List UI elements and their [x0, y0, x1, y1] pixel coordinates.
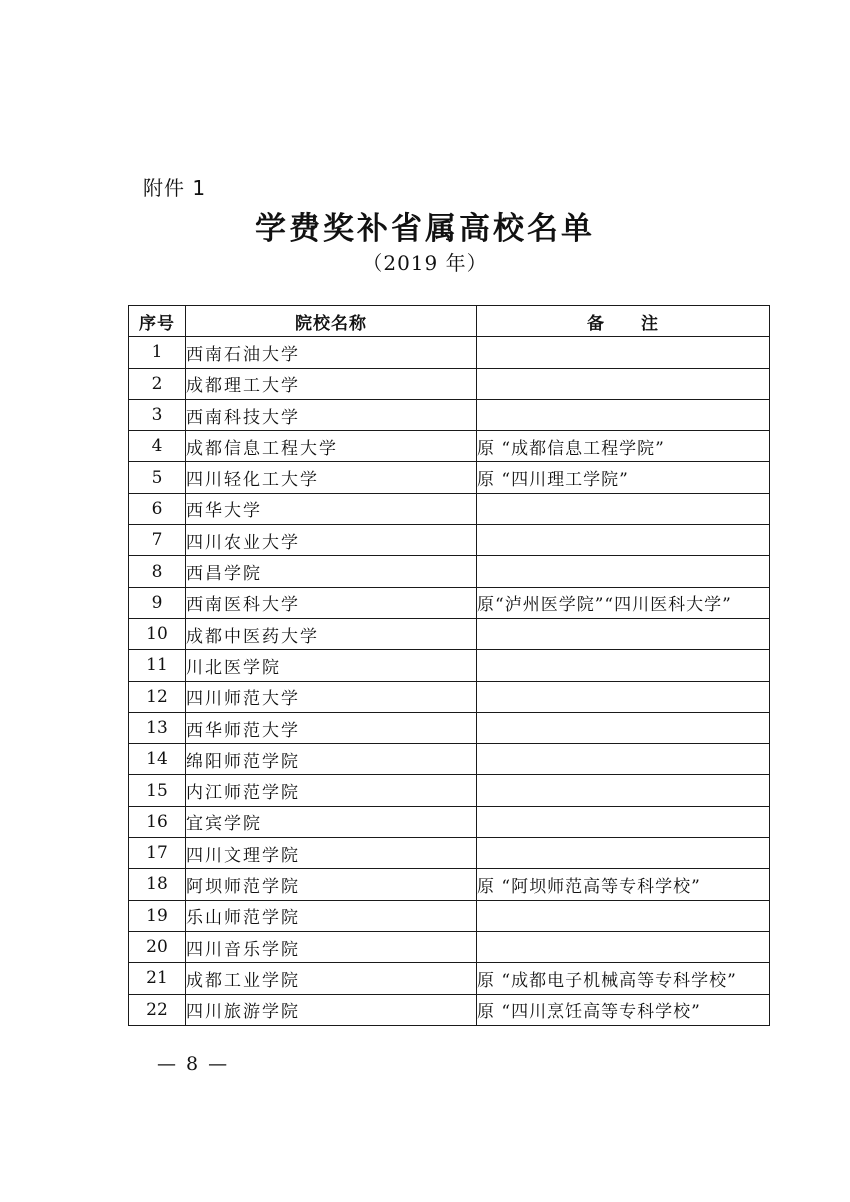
row-seq: 17 — [129, 838, 186, 869]
table-row — [129, 994, 770, 1025]
row-seq: 3 — [129, 399, 186, 430]
table-row — [129, 931, 770, 962]
table-row — [129, 963, 770, 994]
row-name: 西华大学 — [186, 493, 477, 524]
table-row — [129, 618, 770, 649]
row-seq: 18 — [129, 869, 186, 900]
row-name: 阿坝师范学院 — [186, 869, 477, 900]
row-seq: 21 — [129, 963, 186, 994]
table-row — [129, 681, 770, 712]
table-row — [129, 431, 770, 462]
row-seq: 13 — [129, 712, 186, 743]
row-note — [477, 399, 770, 430]
row-note — [477, 775, 770, 806]
table-body — [129, 337, 770, 1026]
row-name: 四川师范大学 — [186, 681, 477, 712]
university-table — [128, 305, 770, 1026]
header-name: 院校名称 — [186, 306, 477, 337]
row-seq: 14 — [129, 744, 186, 775]
row-seq: 6 — [129, 493, 186, 524]
row-name: 成都理工大学 — [186, 368, 477, 399]
row-seq: 5 — [129, 462, 186, 493]
row-note — [477, 368, 770, 399]
row-note: 原 “四川理工学院” — [477, 462, 770, 493]
row-name: 四川音乐学院 — [186, 931, 477, 962]
row-seq: 8 — [129, 556, 186, 587]
table-row — [129, 587, 770, 618]
row-seq: 4 — [129, 431, 186, 462]
row-note — [477, 838, 770, 869]
row-note — [477, 806, 770, 837]
row-note: 原“泸州医学院”“四川医科大学” — [477, 587, 770, 618]
row-name: 四川轻化工大学 — [186, 462, 477, 493]
row-note — [477, 744, 770, 775]
row-note — [477, 650, 770, 681]
row-note — [477, 618, 770, 649]
row-seq: 19 — [129, 900, 186, 931]
row-seq: 22 — [129, 994, 186, 1025]
table-row — [129, 712, 770, 743]
table-row — [129, 556, 770, 587]
row-seq: 2 — [129, 368, 186, 399]
row-note — [477, 556, 770, 587]
table-row — [129, 838, 770, 869]
row-seq: 7 — [129, 525, 186, 556]
row-note — [477, 493, 770, 524]
row-name: 乐山师范学院 — [186, 900, 477, 931]
row-note — [477, 525, 770, 556]
row-seq: 15 — [129, 775, 186, 806]
row-name: 成都中医药大学 — [186, 618, 477, 649]
row-name: 内江师范学院 — [186, 775, 477, 806]
table-header-row — [129, 306, 770, 337]
row-name: 川北医学院 — [186, 650, 477, 681]
row-name: 西南科技大学 — [186, 399, 477, 430]
row-note: 原 “四川烹饪高等专科学校” — [477, 994, 770, 1025]
table-row — [129, 525, 770, 556]
table-row — [129, 775, 770, 806]
row-name: 成都信息工程大学 — [186, 431, 477, 462]
row-name: 西南石油大学 — [186, 337, 477, 368]
document-subtitle: （2019 年） — [362, 251, 488, 275]
table-row — [129, 493, 770, 524]
header-seq: 序号 — [129, 306, 186, 337]
row-note — [477, 681, 770, 712]
row-note: 原 “成都电子机械高等专科学校” — [477, 963, 770, 994]
table-row — [129, 744, 770, 775]
row-name: 西昌学院 — [186, 556, 477, 587]
row-name: 绵阳师范学院 — [186, 744, 477, 775]
row-note — [477, 900, 770, 931]
table-row — [129, 900, 770, 931]
row-note — [477, 337, 770, 368]
row-seq: 16 — [129, 806, 186, 837]
row-note — [477, 712, 770, 743]
row-name: 四川农业大学 — [186, 525, 477, 556]
row-seq: 1 — [129, 337, 186, 368]
row-seq: 9 — [129, 587, 186, 618]
row-seq: 12 — [129, 681, 186, 712]
attachment-label: 附件 1 — [143, 176, 207, 200]
table-row — [129, 337, 770, 368]
row-note: 原 “阿坝师范高等专科学校” — [477, 869, 770, 900]
row-name: 成都工业学院 — [186, 963, 477, 994]
table-row — [129, 650, 770, 681]
page-number: — 8 — — [157, 1053, 230, 1075]
row-name: 西南医科大学 — [186, 587, 477, 618]
header-note: 备 注 — [477, 306, 770, 337]
row-note — [477, 931, 770, 962]
table-row — [129, 399, 770, 430]
table-row — [129, 806, 770, 837]
row-seq: 10 — [129, 618, 186, 649]
row-seq: 11 — [129, 650, 186, 681]
row-seq: 20 — [129, 931, 186, 962]
row-name: 四川文理学院 — [186, 838, 477, 869]
row-name: 四川旅游学院 — [186, 994, 477, 1025]
table-row — [129, 462, 770, 493]
table-row — [129, 869, 770, 900]
row-name: 宜宾学院 — [186, 806, 477, 837]
table-row — [129, 368, 770, 399]
row-note: 原 “成都信息工程学院” — [477, 431, 770, 462]
document-title: 学费奖补省属高校名单 — [255, 211, 595, 247]
row-name: 西华师范大学 — [186, 712, 477, 743]
